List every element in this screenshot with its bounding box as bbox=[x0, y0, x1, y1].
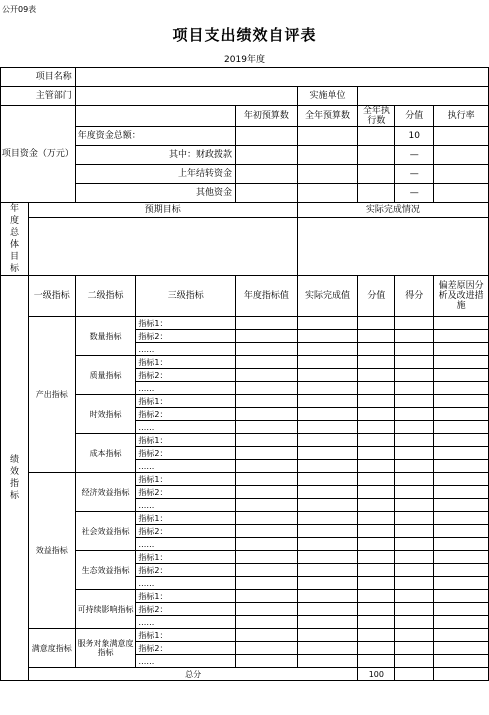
item-1: 指标1： bbox=[136, 356, 236, 369]
exec-unit-label: 实施单位 bbox=[297, 87, 358, 106]
dept-value[interactable] bbox=[75, 87, 297, 106]
item-1: 指标1： bbox=[136, 629, 236, 642]
funds-cell[interactable] bbox=[235, 184, 297, 203]
level2-quality: 质量指标 bbox=[75, 356, 136, 395]
level2-social: 社会效益指标 bbox=[75, 512, 136, 551]
funds-col-executed: 全年执行数 bbox=[358, 106, 395, 127]
level2-timeliness: 时效指标 bbox=[75, 395, 136, 434]
form-tag: 公开09表 bbox=[2, 5, 37, 14]
item-2: 指标2： bbox=[136, 603, 236, 616]
item-2: 指标2： bbox=[136, 525, 236, 538]
item-1: 指标1： bbox=[136, 512, 236, 525]
level1-satisfaction: 满意度指标 bbox=[28, 629, 75, 668]
perf-col-score: 分值 bbox=[358, 276, 395, 317]
item-more: …… bbox=[136, 421, 236, 434]
item-1: 指标1： bbox=[136, 590, 236, 603]
funds-ratio[interactable] bbox=[434, 184, 489, 203]
item-2: 指标2： bbox=[136, 447, 236, 460]
perf-col-level1: 一级指标 bbox=[28, 276, 75, 317]
funds-col-initial: 年初预算数 bbox=[235, 106, 297, 127]
level2-sustainable: 可持续影响指标 bbox=[75, 590, 136, 629]
funds-label: 项目资金（万元） bbox=[1, 106, 76, 203]
funds-blank bbox=[75, 106, 235, 127]
actual-header: 实际完成情况 bbox=[297, 203, 488, 218]
form-title: 项目支出绩效自评表 bbox=[172, 26, 317, 44]
evaluation-table bbox=[0, 67, 489, 681]
funds-cell[interactable] bbox=[358, 146, 395, 165]
item-2: 指标2： bbox=[136, 486, 236, 499]
funds-row-total: 年度资金总额： bbox=[75, 127, 235, 146]
total-label: 总分 bbox=[28, 668, 358, 681]
form-year: 2019年度 bbox=[224, 55, 265, 65]
expected-goal-header: 预期目标 bbox=[28, 203, 297, 218]
expected-goal-value[interactable] bbox=[28, 218, 297, 276]
level2-client-satisfaction: 服务对象满意度指标 bbox=[75, 629, 136, 668]
level2-ecological: 生态效益指标 bbox=[75, 551, 136, 590]
funds-cell[interactable] bbox=[235, 127, 297, 146]
item-more: …… bbox=[136, 343, 236, 356]
total-score: 100 bbox=[358, 668, 395, 681]
level2-cost: 成本指标 bbox=[75, 434, 136, 473]
funds-row-other: 其他资金 bbox=[75, 184, 235, 203]
item-1: 指标1： bbox=[136, 317, 236, 330]
item-1: 指标1： bbox=[136, 395, 236, 408]
funds-col-score: 分值 bbox=[395, 106, 434, 127]
actual-value[interactable] bbox=[297, 218, 488, 276]
item-more: …… bbox=[136, 499, 236, 512]
funds-score: — bbox=[395, 184, 434, 203]
item-2: 指标2： bbox=[136, 642, 236, 655]
funds-cell[interactable] bbox=[358, 127, 395, 146]
total-reason[interactable] bbox=[434, 668, 489, 681]
item-more: …… bbox=[136, 616, 236, 629]
project-name-value[interactable] bbox=[75, 68, 488, 87]
item-more: …… bbox=[136, 655, 236, 668]
item-more: …… bbox=[136, 460, 236, 473]
project-name-label: 项目名称 bbox=[1, 68, 76, 87]
funds-cell[interactable] bbox=[235, 146, 297, 165]
item-2: 指标2： bbox=[136, 330, 236, 343]
perf-col-got: 得分 bbox=[395, 276, 434, 317]
perf-col-actual: 实际完成值 bbox=[297, 276, 358, 317]
dept-label: 主管部门 bbox=[1, 87, 76, 106]
funds-score: — bbox=[395, 146, 434, 165]
funds-ratio[interactable] bbox=[434, 165, 489, 184]
funds-cell[interactable] bbox=[297, 165, 358, 184]
item-2: 指标2： bbox=[136, 408, 236, 421]
funds-score: 10 bbox=[395, 127, 434, 146]
total-got[interactable] bbox=[395, 668, 434, 681]
funds-cell[interactable] bbox=[235, 165, 297, 184]
item-more: …… bbox=[136, 382, 236, 395]
funds-ratio[interactable] bbox=[434, 146, 489, 165]
item-more: …… bbox=[136, 538, 236, 551]
perf-label: 绩效指标 bbox=[1, 276, 29, 681]
item-2: 指标2： bbox=[136, 564, 236, 577]
level2-quantity: 数量指标 bbox=[75, 317, 136, 356]
level1-benefit: 效益指标 bbox=[28, 473, 75, 629]
funds-ratio[interactable] bbox=[434, 127, 489, 146]
funds-cell[interactable] bbox=[358, 184, 395, 203]
item-1: 指标1： bbox=[136, 473, 236, 486]
item-more: …… bbox=[136, 577, 236, 590]
funds-cell[interactable] bbox=[358, 165, 395, 184]
funds-row-fiscal: 其中：财政拨款 bbox=[75, 146, 235, 165]
funds-score: — bbox=[395, 165, 434, 184]
level1-output: 产出指标 bbox=[28, 317, 75, 473]
perf-col-level2: 二级指标 bbox=[75, 276, 136, 317]
perf-col-reason: 偏差原因分析及改进措施 bbox=[434, 276, 489, 317]
perf-col-level3: 三级指标 bbox=[136, 276, 236, 317]
annual-goal-label: 年度总体目标 bbox=[1, 203, 29, 276]
item-1: 指标1： bbox=[136, 551, 236, 564]
funds-col-ratio: 执行率 bbox=[434, 106, 489, 127]
funds-row-carryover: 上年结转资金 bbox=[75, 165, 235, 184]
item-2: 指标2： bbox=[136, 369, 236, 382]
funds-cell[interactable] bbox=[297, 184, 358, 203]
perf-col-target: 年度指标值 bbox=[235, 276, 297, 317]
exec-unit-value[interactable] bbox=[358, 87, 489, 106]
funds-col-annual: 全年预算数 bbox=[297, 106, 358, 127]
level2-economic: 经济效益指标 bbox=[75, 473, 136, 512]
item-1: 指标1： bbox=[136, 434, 236, 447]
funds-cell[interactable] bbox=[297, 127, 358, 146]
funds-cell[interactable] bbox=[297, 146, 358, 165]
